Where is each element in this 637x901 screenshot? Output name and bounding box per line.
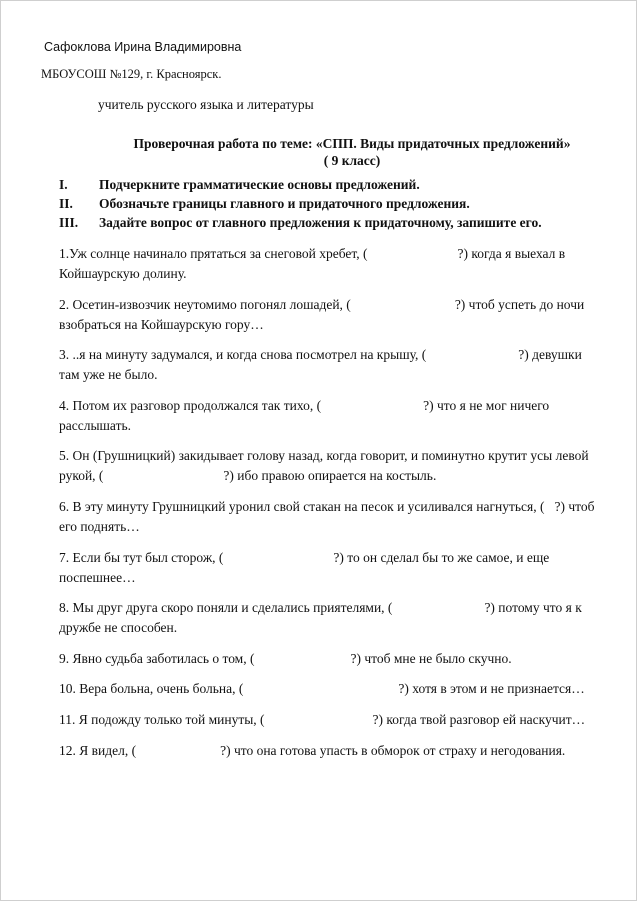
sentence-text: 4. Потом их разговор продолжался так тихо, ( xyxy=(59,397,322,413)
sentence-text: ?) когда я выехал в Койшаурскую долину. xyxy=(59,246,566,281)
sentence-text: ?) хотя в этом и не признается… xyxy=(398,681,585,697)
sentence-text: 1.Уж солнце начинало прятаться за снеговой хребет, ( xyxy=(59,246,368,261)
sentence-text: 5. Он (Грушницкий) закидывает голову назад, когда говорит, и поминутно крутит усы левой рукой, ( xyxy=(59,448,589,484)
sentence-item xyxy=(59,244,599,284)
sentence-list xyxy=(59,244,599,771)
sentence-item xyxy=(59,396,599,436)
task-item xyxy=(59,214,619,231)
sentence-text: ?) ибо правою опирается на костыль. xyxy=(223,468,437,484)
task-text: Обозначьте границы главного и придаточного предложения. xyxy=(99,196,470,211)
sentence-text: ?) что я не мог ничего расслышать. xyxy=(59,397,550,433)
sentence-text: ?) когда твой разговор ей наскучит… xyxy=(372,711,586,727)
sentence-text: ?) то он сделал бы то же самое, и еще поспешнее… xyxy=(59,549,550,585)
task-number: I. xyxy=(59,177,68,192)
sentence-text: 9. Явно судьба заботилась о том, ( xyxy=(59,650,255,666)
worksheet-title xyxy=(61,135,637,169)
sentence-text: ?) чтоб его поднять… xyxy=(59,498,595,534)
sentence-item xyxy=(59,295,599,335)
sentence-item xyxy=(59,679,599,699)
sentence-text: 2. Осетин-извозчик неутомимо погонял лошадей, ( xyxy=(59,296,351,312)
school-name: МБОУСОШ №129, г. Красноярск. xyxy=(41,67,222,81)
task-list xyxy=(59,176,619,233)
sentence-text: 11. Я подожду только той минуты, ( xyxy=(59,711,265,727)
sentence-item xyxy=(59,710,599,730)
sentence-item xyxy=(59,345,599,385)
sentence-text: ?) потому что я к дружбе не способен. xyxy=(59,600,582,636)
sentence-item xyxy=(59,497,599,537)
task-text: Подчеркните грамматические основы предложений. xyxy=(99,177,420,192)
sentence-text: ?) чтоб мне не было скучно. xyxy=(350,650,512,666)
sentence-item xyxy=(59,598,599,638)
sentence-text: ?) чтоб успеть до ночи взобраться на Койшаурскую гору… xyxy=(59,296,585,332)
sentence-text: 10. Вера больна, очень больна, ( xyxy=(59,681,244,697)
task-number: II. xyxy=(59,196,73,211)
sentence-item xyxy=(59,446,599,486)
task-number: III. xyxy=(59,215,79,230)
task-item xyxy=(59,195,619,212)
author-name: Сафоклова Ирина Владимировна xyxy=(44,40,242,54)
sentence-item xyxy=(59,649,599,669)
task-text: Задайте вопрос от главного предложения к придаточному, запишите его. xyxy=(99,215,542,230)
sentence-text: 7. Если бы тут был сторож, ( xyxy=(59,549,224,565)
task-item xyxy=(59,176,619,193)
sentence-text: ?) девушки там уже не было. xyxy=(59,347,582,383)
sentence-text: 6. В эту минуту Грушницкий уронил свой стакан на песок и усиливался нагнуться, ( xyxy=(59,498,545,514)
sentence-text: 8. Мы друг друга скоро поняли и сделались приятелями, ( xyxy=(59,600,393,616)
title-line-1: Проверочная работа по теме: «СПП. Виды придаточных предложений» xyxy=(133,136,571,151)
sentence-text: 3. ..я на минуту задумался, и когда снова посмотрел на крышу, ( xyxy=(59,347,427,363)
sentence-item xyxy=(59,741,599,761)
title-line-2: ( 9 класс) xyxy=(323,153,381,168)
sentence-item xyxy=(59,548,599,588)
sentence-text: 12. Я видел, ( xyxy=(59,742,137,758)
sentence-text: ?) что она готова упасть в обморок от страху и негодования. xyxy=(220,742,566,758)
author-role: учитель русского языка и литературы xyxy=(98,97,314,112)
